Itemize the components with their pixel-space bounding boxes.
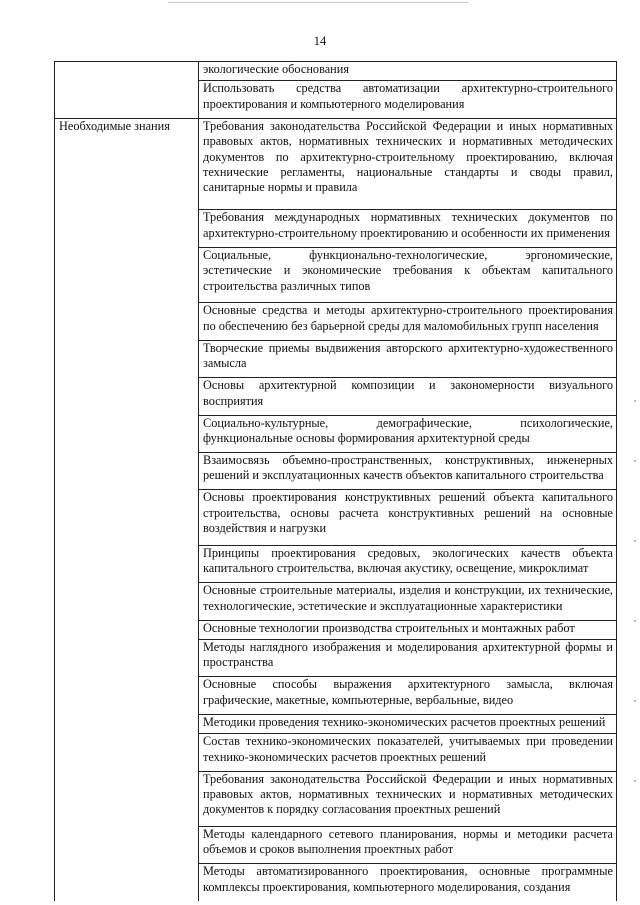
competency-table [54,61,617,901]
table-cell: Состав технико-экономических показателей, учитываемых при проведении технико-экономических расчетов проектных решений [199,734,617,771]
scan-margin-marks [630,400,636,880]
table-cell: Методы календарного сетевого планирования, нормы и методики расчета объемов и сроков выполнения проектных работ [199,827,617,864]
table-cell: Взаимосвязь объемно-пространственных, конструктивных, инженерных решений и эксплуатационных качеств объектов капитального строительства [199,453,617,490]
table-cell: Требования международных нормативных технических документов по архитектурно-строительному проектированию и особенности их применения [199,210,617,247]
table-cell: Методики проведения технико-экономических расчетов проектных решений [199,714,617,733]
table-cell: Требования законодательства Российской Федерации и иных нормативных правовых актов, нормативных технических и нормативных методических документов к порядку согласования проектных решений [199,771,617,827]
label-cell-empty [55,81,199,118]
scan-edge-line [168,2,468,3]
table-cell: Основы архитектурной композиции и закономерности визуального восприятия [199,378,617,415]
table-row [55,81,617,118]
table-cell: Творческие приемы выдвижения авторского архитектурно-художественного замысла [199,340,617,377]
table-cell: Требования законодательства Российской Федерации и иных нормативных правовых актов, нормативных технических и нормативных методических документов по архитектурно-строительному проектированию, включая технические регламенты, национальные стандарты и своды правил, санитарные нормы и правила [199,118,617,210]
table-cell: Основные способы выражения архитектурного замысла, включая графические, макетные, компьютерные, вербальные, видео [199,677,617,714]
table-cell: Основные средства и методы архитектурно-строительного проектирования по обеспечению без барьерной среды для маломобильных групп населения [199,303,617,340]
knowledge-label: Необходимые знания [55,118,199,901]
table-cell: Принципы проектирования средовых, экологических качеств объекта капитального строительства, включая акустику, освещение, микроклимат [199,545,617,582]
table-cell: Использовать средства автоматизации архитектурно-строительного проектирования и компьютерного моделирования [199,81,617,118]
page-number: 14 [313,34,327,48]
table-cell: Социально-культурные, демографические, психологические, функциональные основы формирования архитектурной среды [199,415,617,452]
table-cell: Основные технологии производства строительных и монтажных работ [199,620,617,639]
table-cell: экологические обоснования [199,62,617,81]
table-row [55,118,617,210]
table-row [55,62,617,81]
label-cell-empty [55,62,199,81]
table-cell: Методы наглядного изображения и моделирования архитектурной формы и пространства [199,640,617,677]
table-cell: Основные строительные материалы, изделия и конструкции, их технические, технологические, эстетические и эксплуатационные характеристики [199,583,617,620]
table-cell: Основы проектирования конструктивных решений объекта капитального строительства, основы расчета конструктивных решений на основные воздействия и нагрузки [199,490,617,546]
table-cell: Социальные, функционально-технологические, эргономические, эстетические и экономические требования к объектам капитального строительства различных типов [199,247,617,303]
table-cell: Методы автоматизированного проектирования, основные программные комплексы проектирования, компьютерного моделирования, создания [199,864,617,901]
